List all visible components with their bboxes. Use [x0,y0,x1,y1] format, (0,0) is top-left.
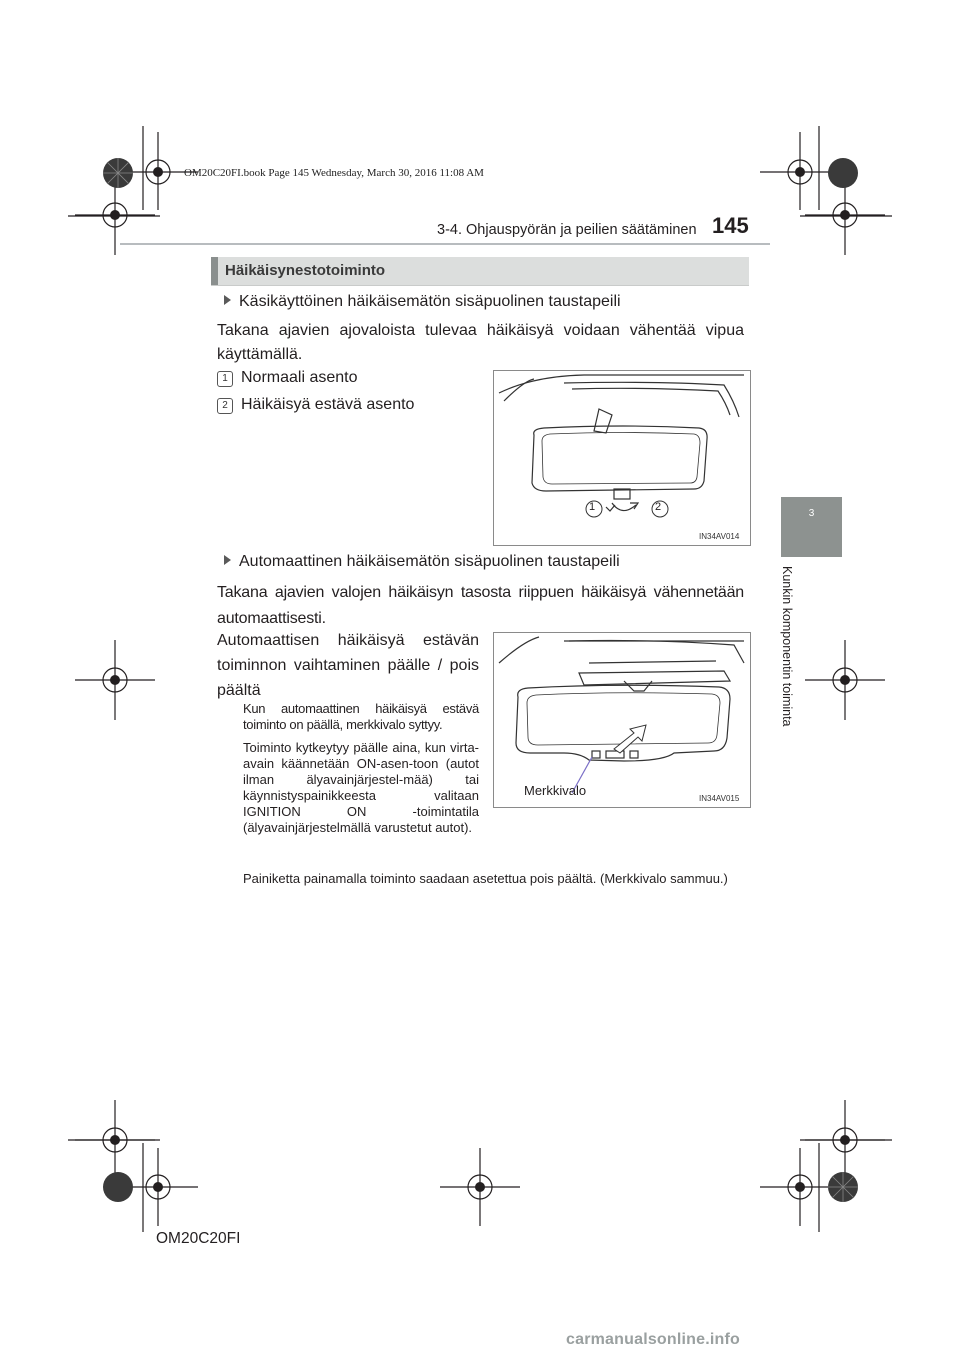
manual-mirror-illustration [494,371,750,545]
item-label: Häikäisyä estävä asento [241,396,415,413]
page-number: 145 [712,213,749,238]
auto-note-indicator: Kun automaattinen häikäisyä estävä toiminto on päällä, merkkivalo syttyy. [243,701,479,732]
header-rule [120,243,770,245]
auto-mirror-subheading: Automaattisen häikäisyä estävän toiminnon vaihtaminen päälle / pois päältä [217,632,479,699]
manual-mirror-description: Takana ajavien ajovaloista tulevaa häikäisyä voidaan vähentää vipua käyttämällä. [217,322,744,363]
auto-note-button-off: Painiketta painamalla toiminto saadaan asetettua pois päältä. (Merkkivalo sammuu.) [243,871,728,886]
figure-callout-1: 1 [589,501,596,513]
bullet-manual-mirror-text: Käsikäyttöinen häikäisemätön sisäpuolinen taustapeili [239,293,621,310]
item-number-badge: 2 [217,398,233,414]
item-label: Normaali asento [241,369,358,386]
figure-callout-2: 2 [655,501,662,513]
triangle-bullet-icon [224,295,231,305]
footer-manual-code: OM20C20FI [156,1230,241,1247]
auto-mirror-illustration [494,633,750,807]
auto-mirror-description: Takana ajavien valojen häikäisyn tasosta riippuen häikäisyä vähennetään automaattisesti. [217,584,744,627]
indicator-label: Merkkivalo [524,783,587,798]
bullet-manual-mirror [224,293,621,311]
section-heading-bar [211,257,749,286]
auto-note-activation: Toiminto kytkeytyy päälle aina, kun virta-avain käännetään ON-asen-toon (autot ilman älyavainjärjestel-mää) tai käynnistyspainikkeesta valitaan IGNITION ON -toimintatila (älyavainjärjestelmällä varustetut autot). [243,740,479,835]
figure-code: IN34AV014 [699,532,740,541]
item-number-badge: 1 [217,371,233,387]
figure-code: IN34AV015 [699,794,740,803]
chapter-title-vertical [778,566,808,756]
book-print-info: OM20C20FI.book Page 145 Wednesday, March 30, 2016 11:08 AM [184,167,484,179]
section-heading: Häikäisynestotoiminto [225,262,386,279]
watermark: carmanualsonline.info [566,1331,741,1348]
bullet-auto-mirror-text: Automaattinen häikäisemätön sisäpuolinen taustapeili [239,553,620,570]
chapter-number: 3 [808,508,815,519]
heading-accent [211,257,218,285]
section-title: 3-4. Ohjauspyörän ja peilien säätäminen [437,222,697,238]
bullet-auto-mirror [224,553,620,571]
manual-mirror-figure [493,370,751,546]
chapter-tab [781,497,842,557]
auto-mirror-figure [493,632,751,808]
triangle-bullet-icon [224,555,231,565]
chapter-title: Kunkin komponentin toiminta [780,566,794,727]
